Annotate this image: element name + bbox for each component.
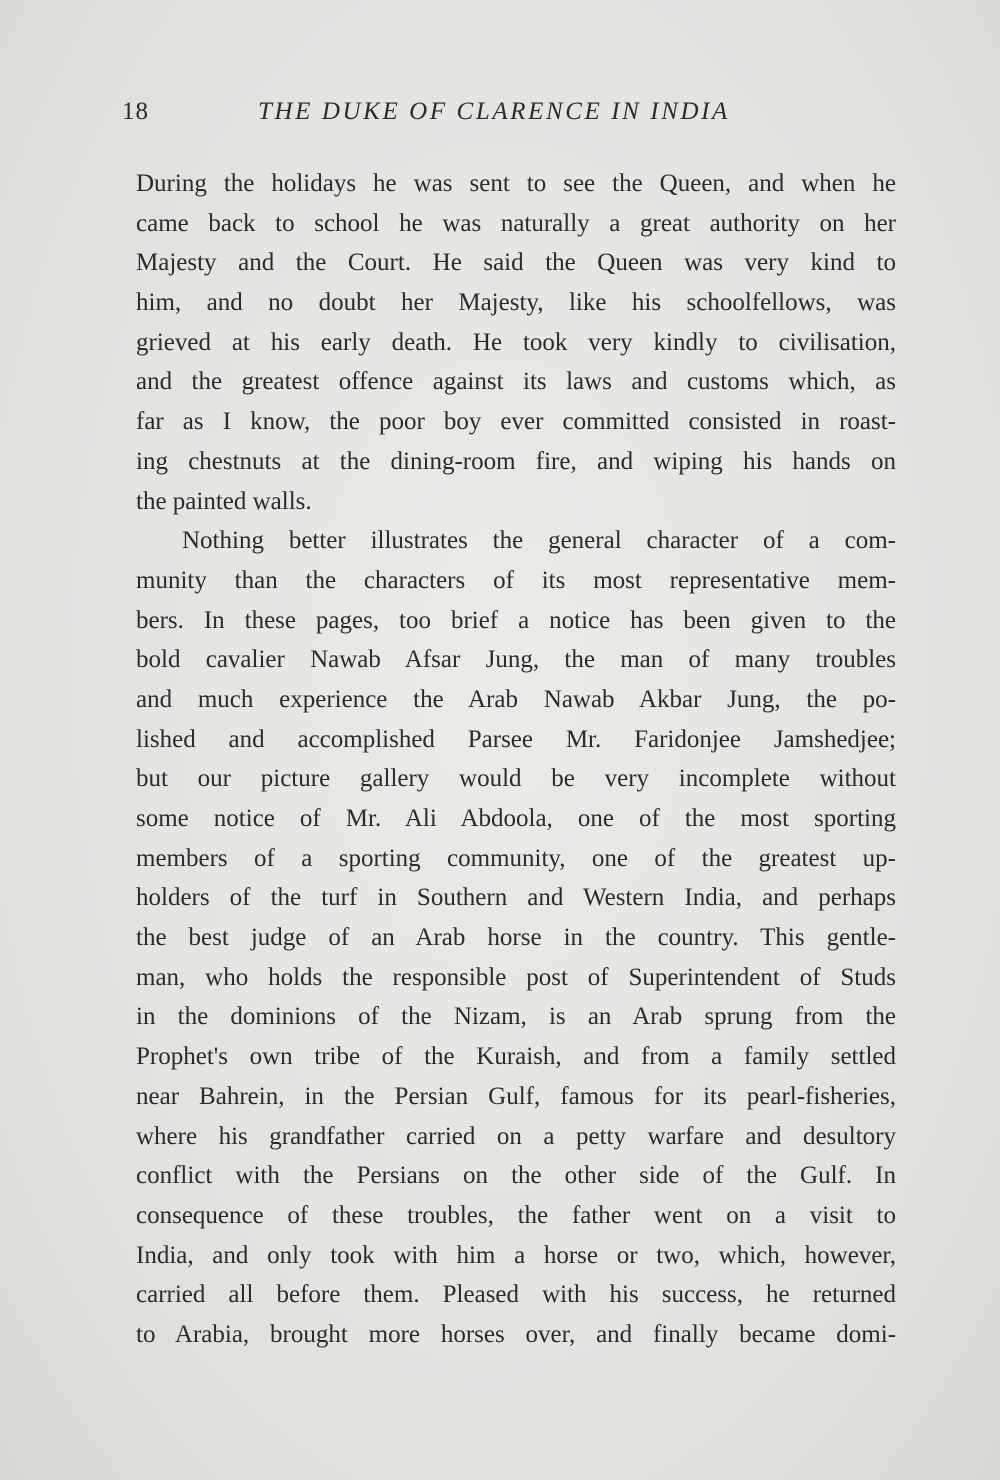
running-head: THE DUKE OF CLARENCE IN INDIA: [258, 98, 730, 125]
text-line: near Bahrein, in the Persian Gulf, famous for its pearl-fisheries,: [136, 1082, 896, 1110]
text-line: him, and no doubt her Majesty, like his schoolfellows, was: [136, 289, 896, 317]
text-line: where his grandfather carried on a petty warfare and desultory: [136, 1122, 896, 1150]
text-line: to Arabia, brought more horses over, and finally became domi-: [136, 1320, 896, 1348]
text-line: man, who holds the responsible post of Superintendent of Studs: [136, 963, 896, 991]
text-line: conflict with the Persians on the other side of the Gulf. In: [136, 1162, 896, 1190]
text-line: Prophet's own tribe of the Kuraish, and from a family settled: [136, 1043, 896, 1071]
text-line: but our picture gallery would be very incomplete without: [136, 765, 896, 793]
text-line: munity than the characters of its most representative mem-: [136, 566, 896, 594]
text-line: in the dominions of the Nizam, is an Arab sprung from the: [136, 1003, 896, 1031]
text-line: During the holidays he was sent to see the Queen, and when he: [136, 170, 896, 197]
text-line: and the greatest offence against its laws and customs which, as: [136, 368, 896, 396]
text-line: some notice of Mr. Ali Abdoola, one of the most sporting: [136, 805, 896, 832]
text-line: India, and only took with him a horse or two, which, however,: [136, 1241, 896, 1269]
paragraph-1: [136, 164, 896, 521]
text-line: came back to school he was naturally a great authority on her: [136, 209, 896, 237]
text-line: the best judge of an Arab horse in the country. This gentle-: [136, 924, 896, 952]
text-line: ing chestnuts at the dining-room fire, and wiping his hands on: [136, 447, 896, 475]
text-line: far as I know, the poor boy ever committed consisted in roast-: [136, 408, 896, 436]
text-line: members of a sporting community, one of the greatest up-: [136, 844, 896, 872]
text-line: Majesty and the Court. He said the Queen was very kind to: [136, 249, 896, 277]
body-text: [136, 164, 896, 1355]
text-line: Nothing better illustrates the general character of a com-: [182, 527, 896, 555]
text-line: the painted walls.: [136, 487, 312, 515]
text-line: carried all before them. Pleased with his success, he returned: [136, 1281, 896, 1309]
text-line: bers. In these pages, too brief a notice has been given to the: [136, 606, 896, 634]
paragraph-2: [136, 521, 896, 1354]
text-line: bold cavalier Nawab Afsar Jung, the man of many troubles: [136, 646, 896, 674]
text-line: holders of the turf in Southern and Western India, and perhaps: [136, 884, 896, 912]
text-line: consequence of these troubles, the father went on a visit to: [136, 1201, 896, 1229]
text-line: grieved at his early death. He took very kindly to civilisation,: [136, 328, 896, 356]
text-line: and much experience the Arab Nawab Akbar Jung, the po-: [136, 685, 896, 713]
text-line: lished and accomplished Parsee Mr. Faridonjee Jamshedjee;: [136, 725, 896, 753]
page-number: 18: [122, 98, 149, 125]
